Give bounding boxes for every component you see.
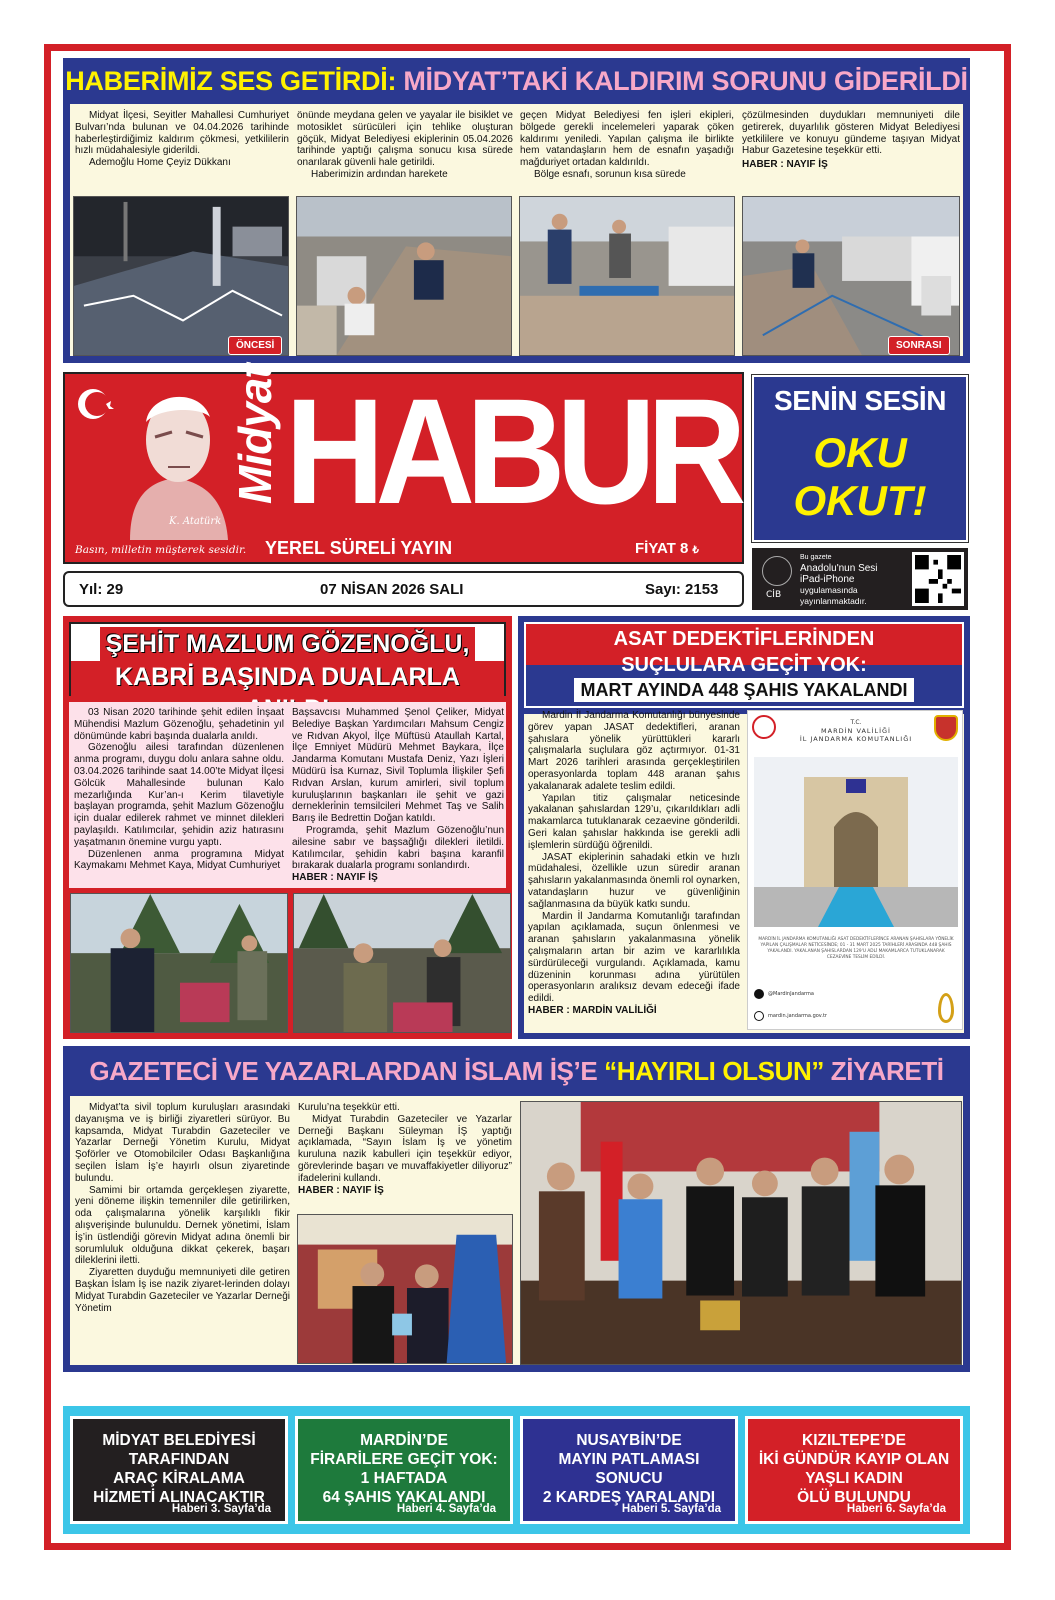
visit-headline-3: ZİYARETİ xyxy=(830,1056,944,1086)
app-line: uygulamasında xyxy=(800,585,858,595)
issue-number: Sayı: 2153 xyxy=(645,581,719,598)
masthead-subtitle: YEREL SÜRELİ YAYIN xyxy=(265,538,453,558)
cib-logo xyxy=(762,556,792,586)
poster-title-1: MARDİN VALİLİĞİ xyxy=(821,727,891,735)
ataturk-signature: K. Atatürk xyxy=(169,516,222,527)
teaser-2[interactable] xyxy=(295,1416,513,1524)
masthead xyxy=(63,364,744,564)
paragraph: Gözenoğlu ailesi tarafından düzenlenen anma programı, duygu dolu anlara sahne oldu. 03.04.2026 tarihinde saat 14.00’te Midyat İlçesi Gölcük Mahallesinde bulunan Kalo mezarlığında Kur’an-ı Kerim tilavetiyle başlayan programda, şehit Mazlum Gözenoğlu için dualar edilerek rahmet ve minnet dilekleri paylaşıldı. Katılımcılar, şehidin aziz hatırasını yaşatmanın önemine vurgu yaptı. xyxy=(74,742,284,848)
teaser-3[interactable] xyxy=(520,1416,738,1524)
teaser-line: HİZMETİ ALINACAKTIR xyxy=(93,1489,265,1506)
app-text xyxy=(800,552,878,607)
masthead-quote: Basın, milletin müşterek sesidir. xyxy=(75,544,247,556)
visit-col-1 xyxy=(75,1102,290,1314)
teaser-line: NUSAYBİN’DE xyxy=(576,1432,682,1449)
paragraph: Midyat’ta sivil toplum kuruluşları arasındaki dayanışma ve iş birliği ziyaretleri sürüyor. Bu kapsamda, Midyat Turabdin Gazeteciler ve Yazarlar Derneği Yönetim Kurulu, Midyat Şoförler ve Otomobilciler Odası Başkanlığına seçilen İslam İş’e hayırlı olsun ziyaretinde bulundu. xyxy=(75,1102,290,1184)
globe-icon xyxy=(754,1011,764,1021)
teaser-page-ref: Haberi 3. Sayfa’da xyxy=(171,1503,271,1515)
teaser-line: SONUCU xyxy=(595,1470,663,1487)
top-story-col-3 xyxy=(520,110,734,181)
martyr-headline-2: KABRİ BAŞINDA DUALARLA xyxy=(71,661,504,725)
paragraph: geçen Midyat Belediyesi fen işleri ekipleri, bölgede gerekli incelemeleri yaparak çöken kaldırımı yeniledi. Yapılan çalışma ile birlikte hem vatandaşların hem de esnafın yaşadığı mağduriyet ortadan kaldırıldı. xyxy=(520,110,734,169)
teaser-line: MİDYAT BELEDİYESİ xyxy=(102,1432,256,1449)
cib-label: CİB xyxy=(766,590,782,600)
visit-headline xyxy=(63,1052,970,1090)
teaser-line: ÖLÜ BULUNDU xyxy=(797,1489,911,1506)
byline: HABER : NAYIF İŞ xyxy=(292,872,378,884)
poster-photo xyxy=(754,757,958,927)
issue-year: Yıl: 29 xyxy=(79,581,124,598)
poster-title-2: İL JANDARMA KOMUTANLIĞI xyxy=(799,735,913,743)
paragraph: Programda, şehit Mazlum Gözenoğlu’nun ailesine sabır ve başsağlığı dilekleri iletildi. Katılımcılar, şehidin kabri başına karanfil bırakarak dualarla programı sonlandırdı. xyxy=(292,824,504,872)
teaser-line: KIZILTEPE’DE xyxy=(802,1432,906,1449)
top-story-col-2 xyxy=(297,110,513,181)
slogan-line-3: OKUT! xyxy=(793,477,927,524)
issue-date: 07 NİSAN 2026 SALI xyxy=(320,581,464,598)
tag-after: SONRASI xyxy=(888,336,950,355)
tag-before: ÖNCESİ xyxy=(228,336,282,355)
teaser-line: 64 ŞAHIS YAKALANDI xyxy=(322,1489,486,1506)
teaser-line: FİRARİLERE GEÇİT YOK: xyxy=(310,1451,498,1468)
teaser-line: 1 HAFTADA xyxy=(360,1470,448,1487)
poster-handle: @MardinJandarma xyxy=(768,991,814,997)
paragraph: önünde meydana gelen ve yayalar ile bisiklet ve motosiklet sürücüleri için tehlike oluşturan göçük, Midyat Belediyesi ekiplerinin 05.04.2026 tarihinde yaptığı çalışma sonucu kısa sürede onarılarak güvenli hale getirildi. xyxy=(297,110,513,169)
paragraph: 03 Nisan 2020 tarihinde şehit edilen İnşaat Mühendisi Mazlum Gözenoğlu, şehadetinin yıl dönümünde kabri başında dualarla anıldı. xyxy=(74,707,284,742)
paragraph: Midyat Turabdin Gazeteciler ve Yazarlar Derneği Başkanı Süleyman İŞ yaptığı açıklamada, “Sayın İslam İş ve yönetim kuruluna nazik kabulleri için teşekkür ediyor, görevlerinde başarı ve muvaffakiyetler diliyoruz” ifadelerini kullandı. xyxy=(298,1113,512,1184)
paragraph: JASAT ekiplerinin sahadaki etkin ve hızlı müdahalesi, özellikle uzun süredir aranan şahısların yakalanmasında önemli rol oynarken, vatandaşların huzur ve güvenliğinin sağlanmasına da büyük katkı sundu. xyxy=(528,851,740,910)
paragraph: Bölge esnafı, sorunun kısa sürede xyxy=(534,168,686,180)
paragraph: Başsavcısı Muhammed Şenol Çeliker, Midyat Belediye Başkan Yardımcıları Mahsum Cengiz ve Rıdvan Akyol, İlçe Müftüsü Ataullah Kartal, İlçe Emniyet Müdürü Mehmet Baykara, İlçe Jandarma Komutanı Mustafa Deniz, Yazı İşleri Müdürü İsa Kurnaz, Sivil Toplumla İlişkiler Şefi Rıdvan Arslan, kurum amirleri, sivil toplum kuruluşlarının başkanları ile şehit ve gazi dernekleri̇nin temsilcileri Mehmet Taş ve Salih Barış ile Bedrettin Doğan katıldı. xyxy=(292,707,504,825)
app-line: iPad-iPhone xyxy=(800,574,855,585)
poster-caption: MARDİN İL JANDARMA KOMUTANLIĞI ASAT DEDEKTİFLERİNCE ARANAN ŞAHISLARA YÖNELİK YAPILAN ÇALIŞMALAR NETİCESİNDE; 01 - 31 MART 2025 TARİHLERİ ARASINDA 448 ŞAHIS YAKALANDI. YAKALANAN ŞAHISLARDAN 129'U ADLİ MAKAMLARCA TUTUKLANARAK CEZAEVİNE TESLİM EDİLDİ. xyxy=(758,937,954,960)
teaser-line: ARAÇ KİRALAMA xyxy=(113,1470,245,1487)
photo-repair-1 xyxy=(296,196,512,356)
teaser-title xyxy=(298,1431,510,1507)
teaser-title xyxy=(523,1431,735,1507)
jasat-text xyxy=(528,710,740,1017)
teaser-line: MAYIN PATLAMASI xyxy=(558,1451,700,1468)
photo-repair-2 xyxy=(519,196,735,356)
masthead-price xyxy=(635,540,699,557)
teaser-page-ref: Haberi 6. Sayfa’da xyxy=(846,1503,946,1515)
paragraph: Midyat İlçesi, Seyitler Mahallesi Cumhuriyet Bulvarı’nda bulunan ve 04.04.2026 tarihinde haberleştirdiğimiz kaldırım çökmesi, yetkililerin hızlı müdahalesiyle giderildi. xyxy=(75,110,289,157)
teaser-title xyxy=(73,1431,285,1507)
photo-before xyxy=(73,196,289,356)
app-line: Bu gazete xyxy=(800,554,832,561)
jasat-headline-box xyxy=(524,622,964,708)
teaser-line: YAŞLI KADIN xyxy=(805,1470,903,1487)
teaser-line: 2 KARDEŞ YARALANDI xyxy=(542,1489,716,1506)
lira-icon: ₺ xyxy=(692,545,699,556)
poster-tc: T.C. xyxy=(850,719,862,726)
qr-code-icon xyxy=(912,552,964,606)
headline-highlight: HABERİMİZ SES GETİRDİ: xyxy=(65,66,397,96)
paragraph: Mardin İl Jandarma Komutanlığı tarafından yapılan açıklamada, suçun önlenmesi ve aranan şahısların yakalanmasına yönelik çalışmaların artan bir azim ve kararlılıkla sürdürüleceği vurgulandı. Açıklamada, kamu düzeninin korunması adına yürütülen operasyonların aralıksız devam edeceği ifade edildi. xyxy=(528,910,740,1005)
photo-group xyxy=(520,1101,962,1365)
visit-headline-2: “HAYIRLI OLSUN” xyxy=(604,1056,824,1086)
medal-icon xyxy=(938,993,954,1023)
issue-bar xyxy=(63,571,744,607)
masthead-midyat: Midyat xyxy=(229,364,281,504)
teaser-1[interactable] xyxy=(70,1416,288,1524)
paragraph: Ziyaretten duyduğu memnuniyeti dile getiren Başkan İslam İş ise nazik ziyaret-lerinden dolayı Midyat Turabdin Gazeteciler ve Yazarlar Derneği Yönetim xyxy=(75,1267,290,1314)
martyr-col-2 xyxy=(292,707,504,884)
app-line: yayınlanmaktadır. xyxy=(800,596,867,606)
byline: HABER : NAYIF İŞ xyxy=(298,1184,384,1196)
paragraph: Haberimizin ardından harekete xyxy=(311,168,448,180)
byline: HABER : MARDİN VALİLİĞİ xyxy=(528,1004,657,1016)
photo-ceremony-1 xyxy=(70,893,288,1033)
slogan-box xyxy=(752,375,968,542)
slogan-line-1: SENİN SESİN xyxy=(774,385,946,416)
masthead-name: HABUR xyxy=(285,367,738,535)
paragraph: Ademoğlu Home Çeyiz Dükkanı xyxy=(89,157,231,169)
paragraph: Yapılan titiz çalışmalar neticesinde yakalanan şahıslardan 129’u, çıkarıldıkları adli makamlarca tutuklanarak cezaevine gönderildi. Geri kalan şahıslar hakkında ise gerekli adli işlemlerin sürdüğü öğrenildi. xyxy=(528,792,740,851)
photo-handshake xyxy=(297,1214,513,1364)
photo-ceremony-2 xyxy=(293,893,511,1033)
top-story-col-4 xyxy=(742,110,960,171)
byline: HABER : NAYIF İŞ xyxy=(742,159,828,171)
paragraph: Mardin İl Jandarma Komutanlığı bünyesinde görev yapan JASAT dedektifleri, aranan şahıslara yönelik yürüttükleri kararlı çalışmalarla suçlulara göz açtırmıyor. 01-31 Mart 2026 tarihleri arasında gerçekleştirilen operasyonlarda toplam 448 aranan şahıs yakalanarak adalete teslim edildi. xyxy=(528,710,740,792)
martyr-headline-1: ŞEHİT MAZLUM GÖZENOĞLU, xyxy=(100,627,476,661)
app-banner xyxy=(752,548,968,610)
jandarma-poster xyxy=(747,710,963,1030)
teaser-line: İKİ GÜNDÜR KAYIP OLAN xyxy=(758,1451,950,1468)
martyr-headline-box xyxy=(69,622,506,696)
app-line: Anadolu'nun Sesi xyxy=(800,563,878,574)
paragraph: Kurulu’na teşekkür etti. xyxy=(298,1102,400,1113)
visit-headline-1: GAZETECİ VE YAZARLARDAN İSLAM İŞ’E xyxy=(89,1056,598,1086)
teaser-title xyxy=(748,1431,960,1507)
x-icon xyxy=(754,989,764,999)
paragraph: Samimi bir ortamda gerçekleşen ziyarette, yeni döneme ilişkin temenniler dile getirilirken, oda çalışmalarına yönelik karşılıklı fikir alışverişinde bulunuldu. Dernek yönetimi, İslam İş’in üstlendiği görevin Midyat adına önemli bir sorumluluk olduğuna dikkat çekerek, başarı dileklerini iletti. xyxy=(75,1184,290,1267)
slogan-line-2: OKU xyxy=(813,429,907,476)
paragraph: çözülmesinden duydukları memnuniyeti dile getirerek, duyarlılık gösteren Midyat Belediyesi yetkililere ve konuyu gündeme taşıyan Midyat Habur Gazetesine teşekkür etti. xyxy=(742,110,960,157)
headline-main: MİDYAT’TAKİ KALDIRIM SORUNU GİDERİLDİ xyxy=(403,66,968,96)
teaser-line: TARAFINDAN xyxy=(128,1451,230,1468)
top-story-col-1 xyxy=(75,110,289,169)
jasat-headline-3: MART AYINDA 448 ŞAHIS YAKALANDI xyxy=(574,678,913,702)
jasat-headline-2: SUÇLULARA GEÇİT YOK: xyxy=(621,654,867,676)
top-story-headline xyxy=(63,62,970,100)
visit-col-2 xyxy=(298,1102,512,1196)
paragraph: Düzenlenen anma programına Midyat Kaymakamı Mehmet Kaya, Midyat Cumhuriyet xyxy=(74,848,284,872)
martyr-col-1 xyxy=(74,707,284,872)
price-label: FİYAT 8 xyxy=(635,540,689,557)
teaser-line: MARDİN’DE xyxy=(360,1432,448,1449)
poster-web: mardin.jandarma.gov.tr xyxy=(768,1013,827,1019)
teaser-4[interactable] xyxy=(745,1416,963,1524)
photo-after xyxy=(742,196,960,356)
jasat-headline-1: ASAT DEDEKTİFLERİNDEN xyxy=(613,628,875,650)
teaser-page-ref: Haberi 4. Sayfa’da xyxy=(396,1503,496,1515)
teaser-page-ref: Haberi 5. Sayfa’da xyxy=(621,1503,721,1515)
